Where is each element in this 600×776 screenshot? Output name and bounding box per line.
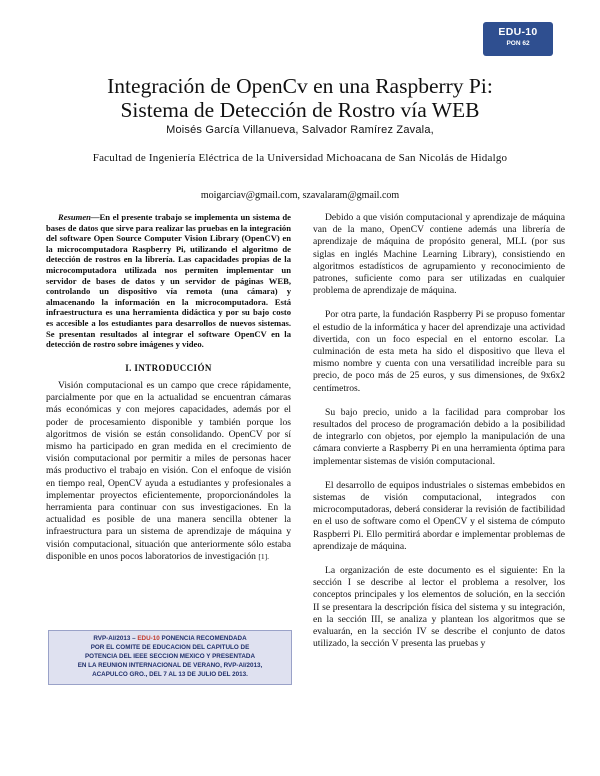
paragraph-mll: Debido a que visión computacional y aprendizaje de máquina van de la mano, OpenCV contiene además una librería de aprendizaje de máquina de propósito general, MLL (por sus siglas en inglés Machine Learning Library), consistiendo en algoritmos estadísticos de agrupamiento y reconocimiento de patrones, suficiente como para ser utilizadas en cualquier problema de aprendizaje de máquina. bbox=[313, 212, 565, 297]
paragraph-embedded-systems: El desarrollo de equipos industriales o sistemas embebidos en sistemas de visión computacional, integrados con microcomputadoras, deberá considerar la revisión de factibilidad en el uso de software como el OpenCV y el sistema de cómputo Raspberri Pi. Ello permitirá abordar e implementar problemas de aprendizaje de máquina. bbox=[313, 479, 565, 552]
conference-badge bbox=[483, 22, 553, 56]
author-emails: moigarciav@gmail.com, szavalaram@gmail.com bbox=[200, 190, 400, 201]
badge-session: PON 62 bbox=[506, 40, 530, 47]
citation: [1]. bbox=[258, 551, 269, 561]
title-line-2: Sistema de Detección de Rostro vía WEB bbox=[120, 98, 480, 122]
section-heading-introduccion: I. INTRODUCCIÓN bbox=[125, 362, 212, 373]
abstract-text: En el presente trabajo se implementa un sistema de bases de datos que sirve para realizar las pruebas en la integración del software Open Source Computer Vision Library (OpenCV) en la microcomputadora Raspberry Pi, utilizando el algoritmo de detección de rostros en la librería. Las capacidades propias de la microcomputadora utilizada nos permiten implementar un servidor de bases de datos y un servidor de páginas WEB, controlando un dispositivo vía remota (una cámara) y almacenando la información en la microcomputadora. Está infraestructura es una herramienta didáctica y por su bajo costo es accesible a los estudiantes para desarrollos de nuevos sistemas. Se presentan resultados al integrar el software OpenCV en la detección de rostro sobre imágenes y video. bbox=[46, 212, 291, 350]
badge-code: EDU-10 bbox=[498, 26, 538, 38]
notice-line-2: POR EL COMITE DE EDUCACION DEL CAPITULO DE bbox=[90, 644, 250, 651]
notice-line-3: POTENCIA DEL IEEE SECCION MEXICO Y PRESENTADA bbox=[84, 653, 256, 660]
paragraph-organization: La organización de este documento es el siguiente: En la sección I se describe al lector el problema a resolver, los conceptos principales y los elementos de solución, en la sección II se presentara la descripción física del sistema y su integración, en la sección III, se analiza y plantean los algoritmos que se evaluarán, en la sección IV se describe el conjunto de datos utilizado, la sección V presenta las pruebas y bbox=[313, 565, 565, 650]
left-column bbox=[46, 212, 291, 563]
notice-line-5: ACAPULCO GRO., DEL 7 AL 13 DE JULIO DEL 2013. bbox=[92, 671, 248, 678]
authors: Moisés García Villanueva, Salvador Ramírez Zavala, bbox=[166, 124, 434, 136]
abstract-label: Resumen— bbox=[58, 212, 100, 222]
paper-title bbox=[0, 74, 600, 122]
abstract bbox=[46, 212, 291, 350]
notice-line-1: RVP-AI/2013 – EDU-10 PONENCIA RECOMENDADA bbox=[93, 635, 247, 642]
intro-paragraph bbox=[46, 380, 291, 563]
notice-line-4: EN LA REUNION INTERNACIONAL DE VERANO, RVP-AI/2013, bbox=[77, 662, 263, 669]
paragraph-low-price: Su bajo precio, unido a la facilidad para comprobar los resultados del proceso de programación debido a la posibilidad de integrarlo con objetos, por ejemplo la manipulación de una cámara convierte a Raspberry Pi en una herramienta óptima para implementar sistemas de visión computacional. bbox=[313, 406, 565, 467]
right-column bbox=[313, 212, 565, 651]
paragraph-raspberry-foundation: Por otra parte, la fundación Raspberry Pi se propuso fomentar el estudio de la informática y hacer del aprendizaje una actividad divertida, con un foco especial en el entorno escolar. La culminación de esta meta ha sido el dispositivo que lleva el mismo nombre y cuenta con una versatilidad increíble para su precio, de poco más de 25 euros, y sus dimensiones, de 9x6x2 centímetros. bbox=[313, 309, 565, 394]
intro-text: Visión computacional es un campo que crece rápidamente, parcialmente por que en la actualidad se encuentran cámaras más económicas y con mejores capacidades, además por el poder de procesamiento disponible y también porque los algoritmos de visión se están consolidando. OpenCV por sí mismo ha participado en gran medida en el crecimiento de visión computacional por permitir a miles de personas hacer más productivo el trabajo en visión. Con el enfoque de visión en tiempo real, OpenCV ayuda a estudiantes y profesionales a implementar proyectos eficientemente, proporcionándoles la herramienta para continuar con sus investigaciones. En la actualidad es posible de una manera sencilla obtener la infraestructura para un sistema de aprendizaje de máquina y visión computacional, situación que anteriormente sólo estaba disponible en unos pocos laboratorios de investigación bbox=[46, 379, 291, 562]
title-line-1: Integración de OpenCv en una Raspberry Pi: bbox=[107, 74, 493, 98]
recommendation-notice bbox=[48, 630, 292, 685]
affiliation: Facultad de Ingeniería Eléctrica de la Universidad Michoacana de San Nicolás de Hidalgo bbox=[92, 152, 508, 164]
